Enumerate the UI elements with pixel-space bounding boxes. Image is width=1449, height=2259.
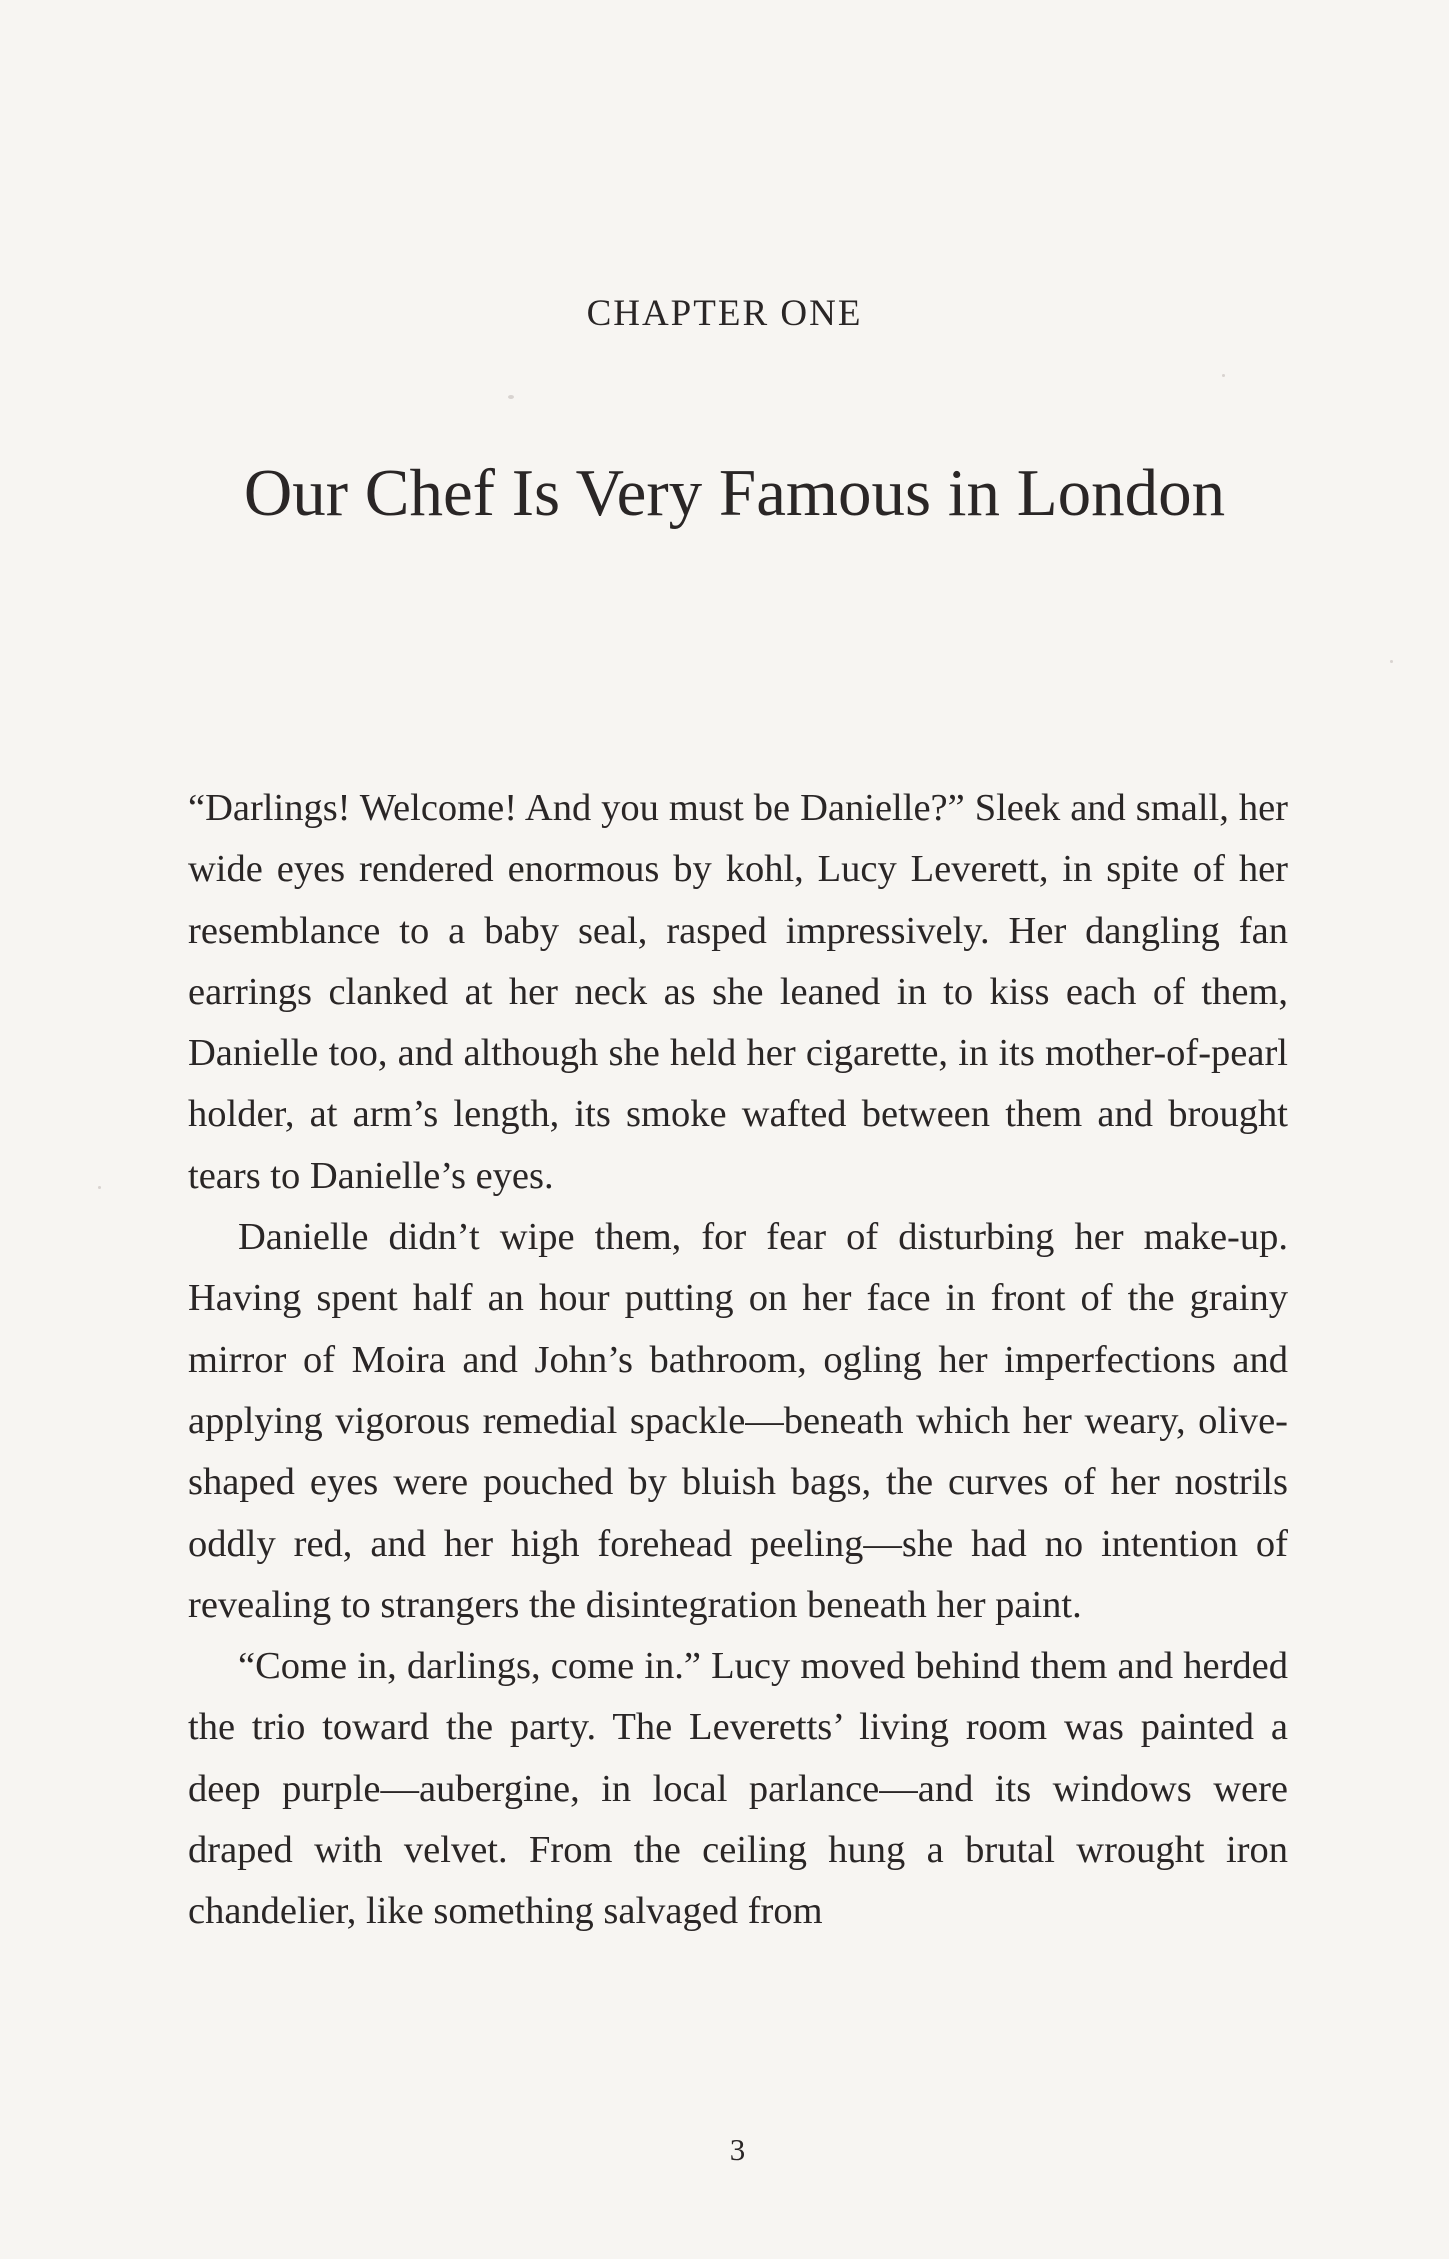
chapter-label: CHAPTER ONE [586,293,863,334]
paper-speck [1222,374,1225,377]
paragraph: Danielle didn’t wipe them, for fear of disturbing her make-up. Having spent half an hour putting on her face in front of the grainy mirror of Moira and John’s bathroom, ogling her imperfections and applying vigorous remedial spackle—beneath which her weary, olive-shaped eyes were pouched by bluish bags, the curves of her nostrils oddly red, and her high forehead peeling—she had no intention of revealing to strangers the disintegration beneath her paint. [188,1216,1288,1626]
body-text [188,778,1288,1943]
chapter-title: Our Chef Is Very Famous in London [243,456,1226,530]
paper-speck [508,395,514,399]
paper-speck [98,1186,101,1189]
paragraph: “Darlings! Welcome! And you must be Danielle?” Sleek and small, her wide eyes rendered enormous by kohl, Lucy Leverett, in spite of her resemblance to a baby seal, rasped impressively. Her dangling fan earrings clanked at her neck as she leaned in to kiss each of them, Danielle too, and although she held her cigarette, in its mother-of-pearl holder, at arm’s length, its smoke wafted between them and brought tears to Danielle’s eyes. [188,787,1288,1197]
paper-speck [1390,660,1393,663]
paragraph: “Come in, darlings, come in.” Lucy moved behind them and herded the trio toward the party. The Leveretts’ living room was painted a deep purple—aubergine, in local parlance—and its windows were draped with velvet. From the ceiling hung a brutal wrought iron chandelier, like something salvaged from [188,1645,1288,1933]
page-number: 3 [729,2132,746,2167]
